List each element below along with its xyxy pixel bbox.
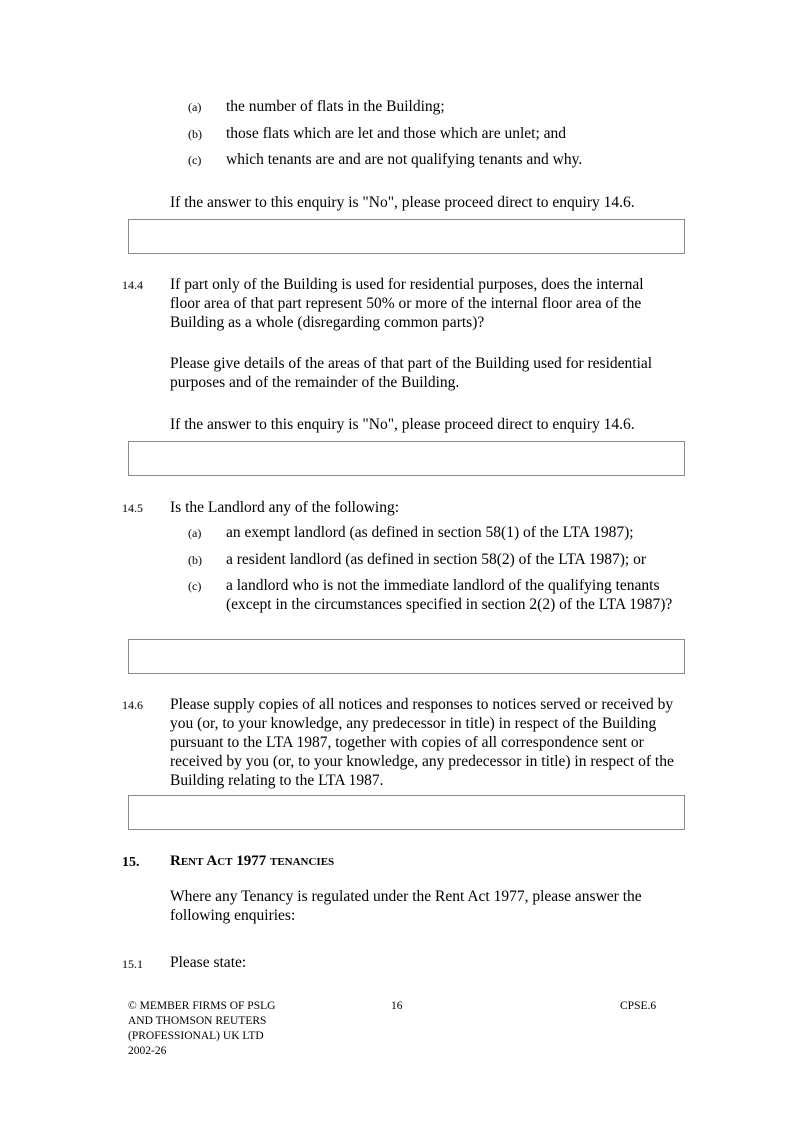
section-intro: Where any Tenancy is regulated under the Rent Act 1977, please answer the following enquiries: xyxy=(170,888,642,924)
answer-box-14-6[interactable] xyxy=(128,795,685,830)
list-label: (b) xyxy=(188,553,202,567)
list-label: (a) xyxy=(188,526,202,540)
answer-box-14-4[interactable] xyxy=(128,441,685,476)
list-label: (b) xyxy=(188,127,202,141)
enquiry-details: Please give details of the areas of that part of the Building used for residential purposes and of the remainder of the Building. xyxy=(170,355,653,391)
page-number: 16 xyxy=(391,1000,403,1012)
section-title: Rent Act 1977 tenancies xyxy=(170,853,335,869)
list-item-text: a resident landlord (as defined in section 58(2) of the LTA 1987); or xyxy=(226,551,647,568)
proceed-note: If the answer to this enquiry is "No", please proceed direct to enquiry 14.6. xyxy=(170,194,635,211)
list-label: (c) xyxy=(188,153,202,167)
enquiry-text: Please supply copies of all notices and responses to notices served or received by you (or, to your knowledge, any predecessor in title) in respect of the Building pursuant to the LTA 1987, together with copies of all correspondence sent or received by you (or, to your knowledge, any predecessor in title) in respect of the Building relating to the LTA 1987. xyxy=(170,696,674,789)
document-code: CPSE.6 xyxy=(620,1000,657,1012)
enquiry-text: If part only of the Building is used for residential purposes, does the internal floor area of that part represent 50% or more of the internal floor area of the Building as a whole (disregarding common parts)? xyxy=(170,276,644,331)
enquiry-number: 14.4 xyxy=(122,278,143,292)
list-label: (a) xyxy=(188,100,202,114)
answer-box-14-3[interactable] xyxy=(128,219,685,254)
enquiry-text: Is the Landlord any of the following: xyxy=(170,499,400,516)
list-item-text: a landlord who is not the immediate landlord of the qualifying tenants (except in the circumstances specified in section 2(2) of the LTA 1987)? xyxy=(226,577,673,613)
list-item-text: the number of flats in the Building; xyxy=(226,98,445,115)
footer-copyright: © MEMBER FIRMS OF PSLG AND THOMSON REUTERS (PROFESSIONAL) UK LTD 2002-26 xyxy=(128,1000,276,1057)
enquiry-number: 14.6 xyxy=(122,698,143,712)
answer-box-14-5[interactable] xyxy=(128,639,685,674)
list-item-text: those flats which are let and those which are unlet; and xyxy=(226,125,567,142)
section-number: 15. xyxy=(122,855,140,870)
proceed-note: If the answer to this enquiry is "No", please proceed direct to enquiry 14.6. xyxy=(170,416,635,433)
list-item-text: an exempt landlord (as defined in section 58(1) of the LTA 1987); xyxy=(226,524,634,541)
enquiry-text: Please state: xyxy=(170,954,247,971)
list-item-text: which tenants are and are not qualifying tenants and why. xyxy=(226,151,583,168)
enquiry-number: 15.1 xyxy=(122,957,143,971)
list-label: (c) xyxy=(188,579,202,593)
enquiry-number: 14.5 xyxy=(122,501,143,515)
